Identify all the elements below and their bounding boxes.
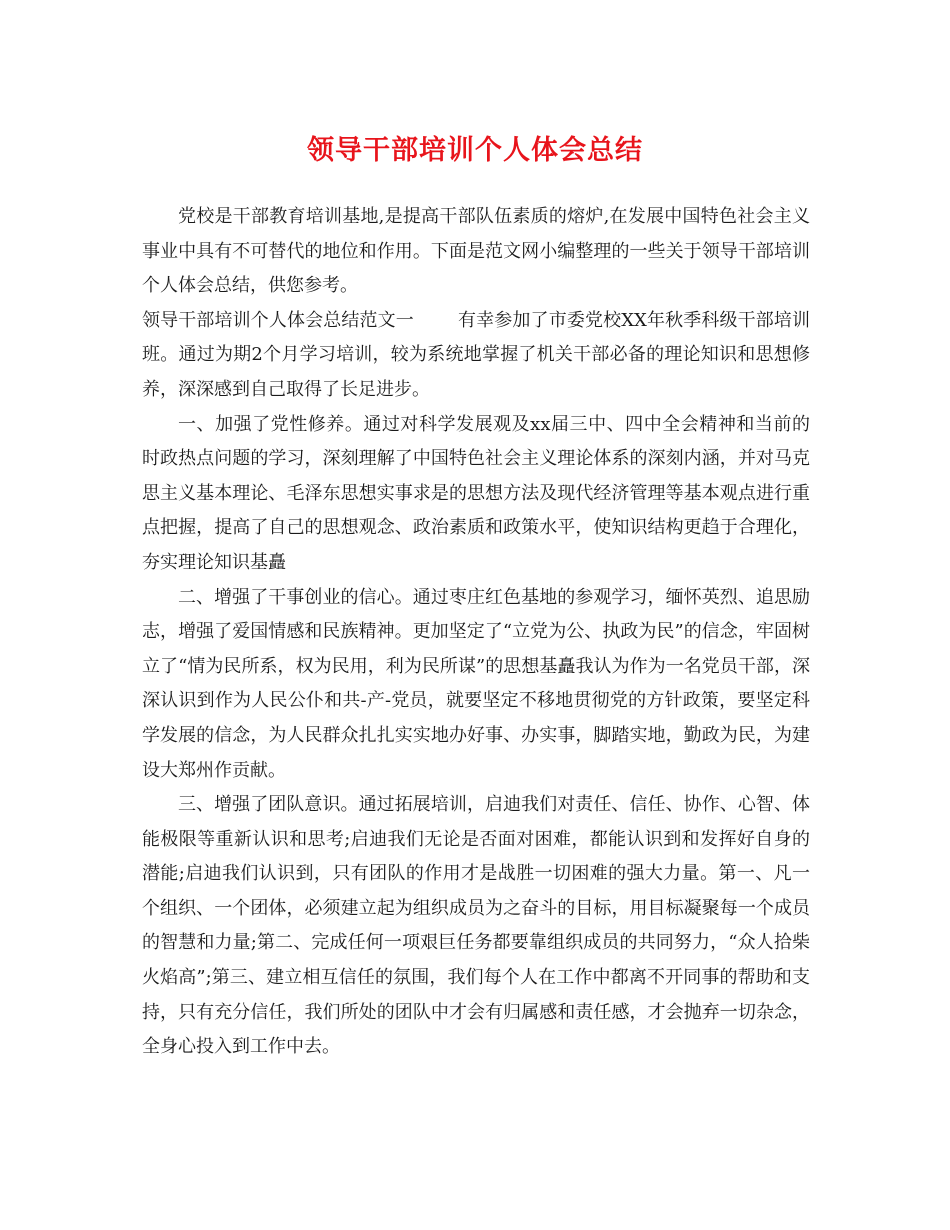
- document-body: [142, 200, 810, 1065]
- sample-lead: 有幸参加了市委党校XX年秋季科级干部培训班。通过为期2个月学习培训，较为系统地掌握了机关干部必备的理论知识和思想修养，深深感到自己取得了长足进步。: [142, 309, 810, 400]
- document-title: 领导干部培训个人体会总结: [307, 135, 643, 166]
- section-paragraph-2: 二、增强了干事创业的信心。通过枣庄红色基地的参观学习，缅怀英烈、追思励志，增强了爱国情感和民族精神。更加坚定了“立党为公、执政为民”的信念，牢固树立了“情为民所系，权为民用，利为民所谋”的思想基矗我认为作为一名党员干部，深深认识到作为人民公仆和共-产-党员，就要坚定不移地贯彻党的方针政策，要坚定科学发展的信念，为人民群众扎扎实实地办好事、办实事，脚踏实地，勤政为民，为建设大郑州作贡献。: [142, 586, 810, 781]
- sample-paragraph: [142, 304, 810, 408]
- intro-paragraph: 党校是干部教育培训基地,是提高干部队伍素质的熔炉,在发展中国特色社会主义事业中具有不可替代的地位和作用。下面是范文网小编整理的一些关于领导干部培训个人体会总结，供您参考。: [142, 206, 810, 297]
- section-paragraph-1: 一、加强了党性修养。通过对科学发展观及xx届三中、四中全会精神和当前的时政热点问题的学习，深刻理解了中国特色社会主义理论体系的深刻内涵，并对马克思主义基本理论、毛泽东思想实事求是的思想方法及现代经济管理等基本观点进行重点把握，提高了自己的思想观念、政治素质和政策水平，使知识结构更趋于合理化，夯实理论知识基矗: [142, 413, 810, 573]
- sample-heading: 领导干部培训个人体会总结范文一: [142, 309, 414, 331]
- section-paragraph-3: 三、增强了团队意识。通过拓展培训，启迪我们对责任、信任、协作、心智、体能极限等重新认识和思考;启迪我们无论是否面对困难，都能认识到和发挥好自身的潜能;启迪我们认识到，只有团队的作用才是战胜一切困难的强大力量。第一、凡一个组织、一个团体，必须建立起为组织成员为之奋斗的目标，用目标凝聚每一个成员的智慧和力量;第二、完成任何一项艰巨任务都要靠组织成员的共同努力，“众人拾柴火焰高”;第三、建立相互信任的氛围，我们每个人在工作中都离不开同事的帮助和支持，只有充分信任，我们所处的团队中才会有归属感和责任感，才会抛弃一切杂念，全身心投入到工作中去。: [142, 794, 810, 1058]
